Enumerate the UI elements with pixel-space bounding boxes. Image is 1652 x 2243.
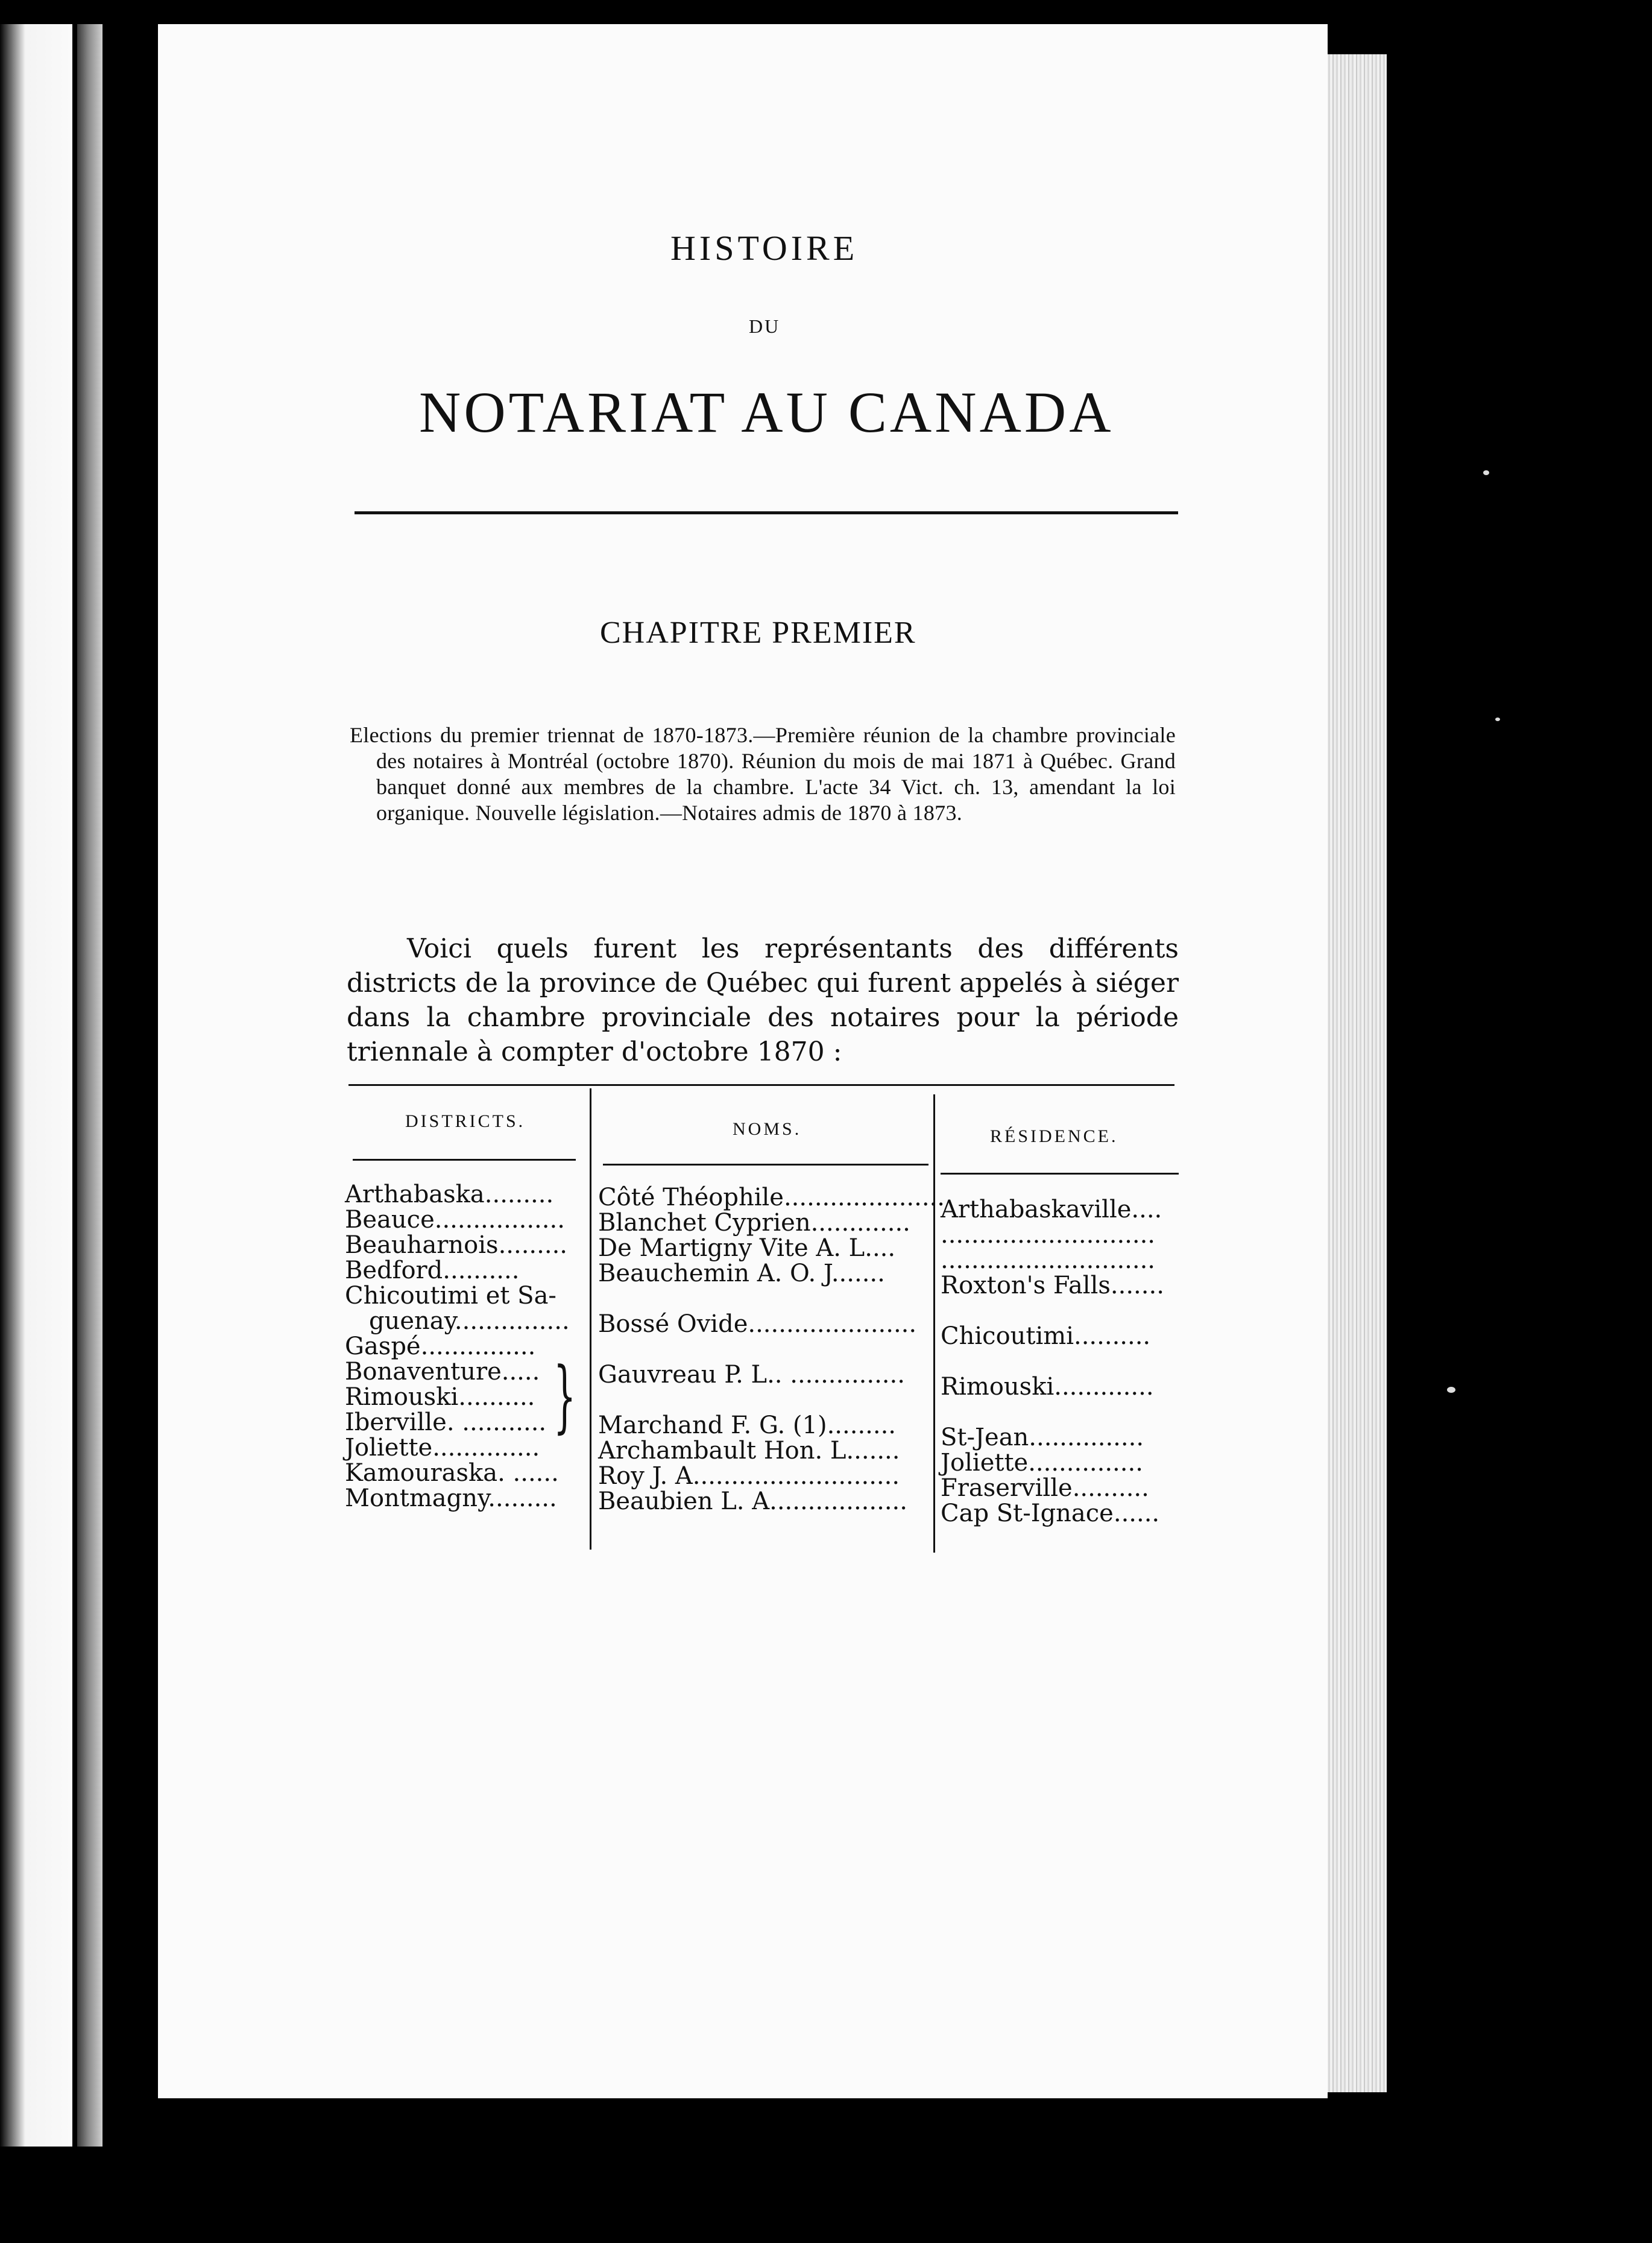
- table-cell-nom: Beaubien L. A..................: [598, 1487, 907, 1515]
- table-cell-district: Beauce.................: [345, 1206, 565, 1234]
- intro-text: Voici quels furent les représentants des différents districts de la province de Québec qui furent appelés à siéger dans la chambre provinciale des notaires pour la période triennale à compter d'octobre 1870 :: [347, 933, 1179, 1067]
- table-cell-residence: Roxton's Falls.......: [941, 1272, 1164, 1299]
- chapter-heading: CHAPITRE PREMIER: [600, 616, 916, 650]
- table-cell-nom: [598, 1387, 936, 1413]
- table-cell-nom: De Martigny Vite A. L....: [598, 1234, 896, 1262]
- page-stack-edge: [1320, 54, 1387, 2092]
- table-cell-residence: Cap St-Ignace......: [941, 1500, 1160, 1527]
- table-cell-district: Joliette..............: [345, 1434, 540, 1462]
- chapter-summary: [350, 722, 1176, 826]
- table-cell-nom: Blanchet Cyprien.............: [598, 1209, 910, 1237]
- table-cell-nom: Archambault Hon. L.......: [598, 1437, 900, 1465]
- book-main-title: NOTARIAT AU CANADA: [419, 380, 1114, 444]
- table-cell-district: Kamouraska. ......: [345, 1459, 559, 1487]
- table-cell-nom: Roy J. A...........................: [598, 1462, 900, 1490]
- districts-column: [345, 1182, 574, 1511]
- table-cell-district: guenay...............: [369, 1307, 570, 1335]
- table-cell-residence: Chicoutimi..........: [941, 1322, 1151, 1350]
- table-cell-district: Beauharnois.........: [345, 1231, 568, 1259]
- table-cell-residence: Joliette...............: [941, 1449, 1143, 1477]
- grouping-brace: }: [553, 1350, 576, 1442]
- table-cell-district: Gaspé...............: [345, 1333, 536, 1360]
- intro-paragraph: [347, 932, 1179, 1069]
- table-cell-residence: St-Jean...............: [941, 1424, 1144, 1451]
- header-noms: NOMS.: [733, 1119, 802, 1139]
- table-cell-nom: Côté Théophile.....................: [598, 1184, 945, 1211]
- header-residence: RÉSIDENCE.: [990, 1126, 1118, 1146]
- header-underline: [353, 1159, 576, 1161]
- table-cell-district: Iberville. ...........: [345, 1409, 547, 1436]
- header-districts: DISTRICTS.: [405, 1111, 526, 1131]
- title-connector: DU: [749, 315, 781, 337]
- table-cell-district: Rimouski..........: [345, 1383, 535, 1411]
- book-title: HISTOIRE: [670, 229, 859, 268]
- noms-column: [598, 1184, 945, 1515]
- table-cell-residence: Rimouski.............: [941, 1373, 1154, 1401]
- table-cell-district: Montmagny.........: [345, 1484, 557, 1512]
- scan-speck: [1447, 1387, 1455, 1393]
- table-cell-nom: [598, 1286, 936, 1311]
- table-cell-nom: Beauchemin A. O. J.......: [598, 1260, 885, 1287]
- table-cell-district: Bedford..........: [345, 1257, 520, 1284]
- header-underline: [941, 1173, 1179, 1175]
- table-cell-nom: Marchand F. G. (1).........: [598, 1412, 897, 1439]
- column-divider: [590, 1088, 591, 1550]
- book-gutter: [77, 24, 102, 2147]
- table-cell-residence: Arthabaskaville....: [941, 1196, 1162, 1223]
- scan-speck: [1495, 718, 1500, 721]
- title-rule: [355, 511, 1178, 514]
- header-underline: [603, 1164, 928, 1166]
- table-cell-district: Arthabaska.........: [345, 1181, 554, 1208]
- table-cell-nom: Bossé Ovide......................: [598, 1310, 917, 1338]
- table-cell-nom: Gauvreau P. L.. ...............: [598, 1361, 905, 1389]
- scan-speck: [1483, 470, 1489, 475]
- table-cell-district: Chicoutimi et Sa-: [345, 1282, 556, 1310]
- table-top-rule: [348, 1084, 1174, 1086]
- residence-column: [941, 1197, 1182, 1526]
- adjacent-page-edge: [0, 24, 72, 2147]
- table-cell-district: Bonaventure.....: [345, 1358, 540, 1386]
- table-cell-nom: [598, 1337, 936, 1362]
- table-cell-residence: ............................: [941, 1221, 1156, 1249]
- table-cell-residence: ............................: [941, 1246, 1156, 1274]
- table-cell-residence: Fraserville..........: [941, 1474, 1149, 1502]
- chapter-summary-text: Elections du premier triennat de 1870-1873.—Première réunion de la chambre provinciale des notaires à Montréal (octobre 1870). Réunion du mois de mai 1871 à Québec. Grand banquet donné aux membres de la chambre. L'acte 34 Vict. ch. 13, amendant la loi organique. Nouvelle législation.—Notaires admis de 1870 à 1873.: [350, 723, 1176, 825]
